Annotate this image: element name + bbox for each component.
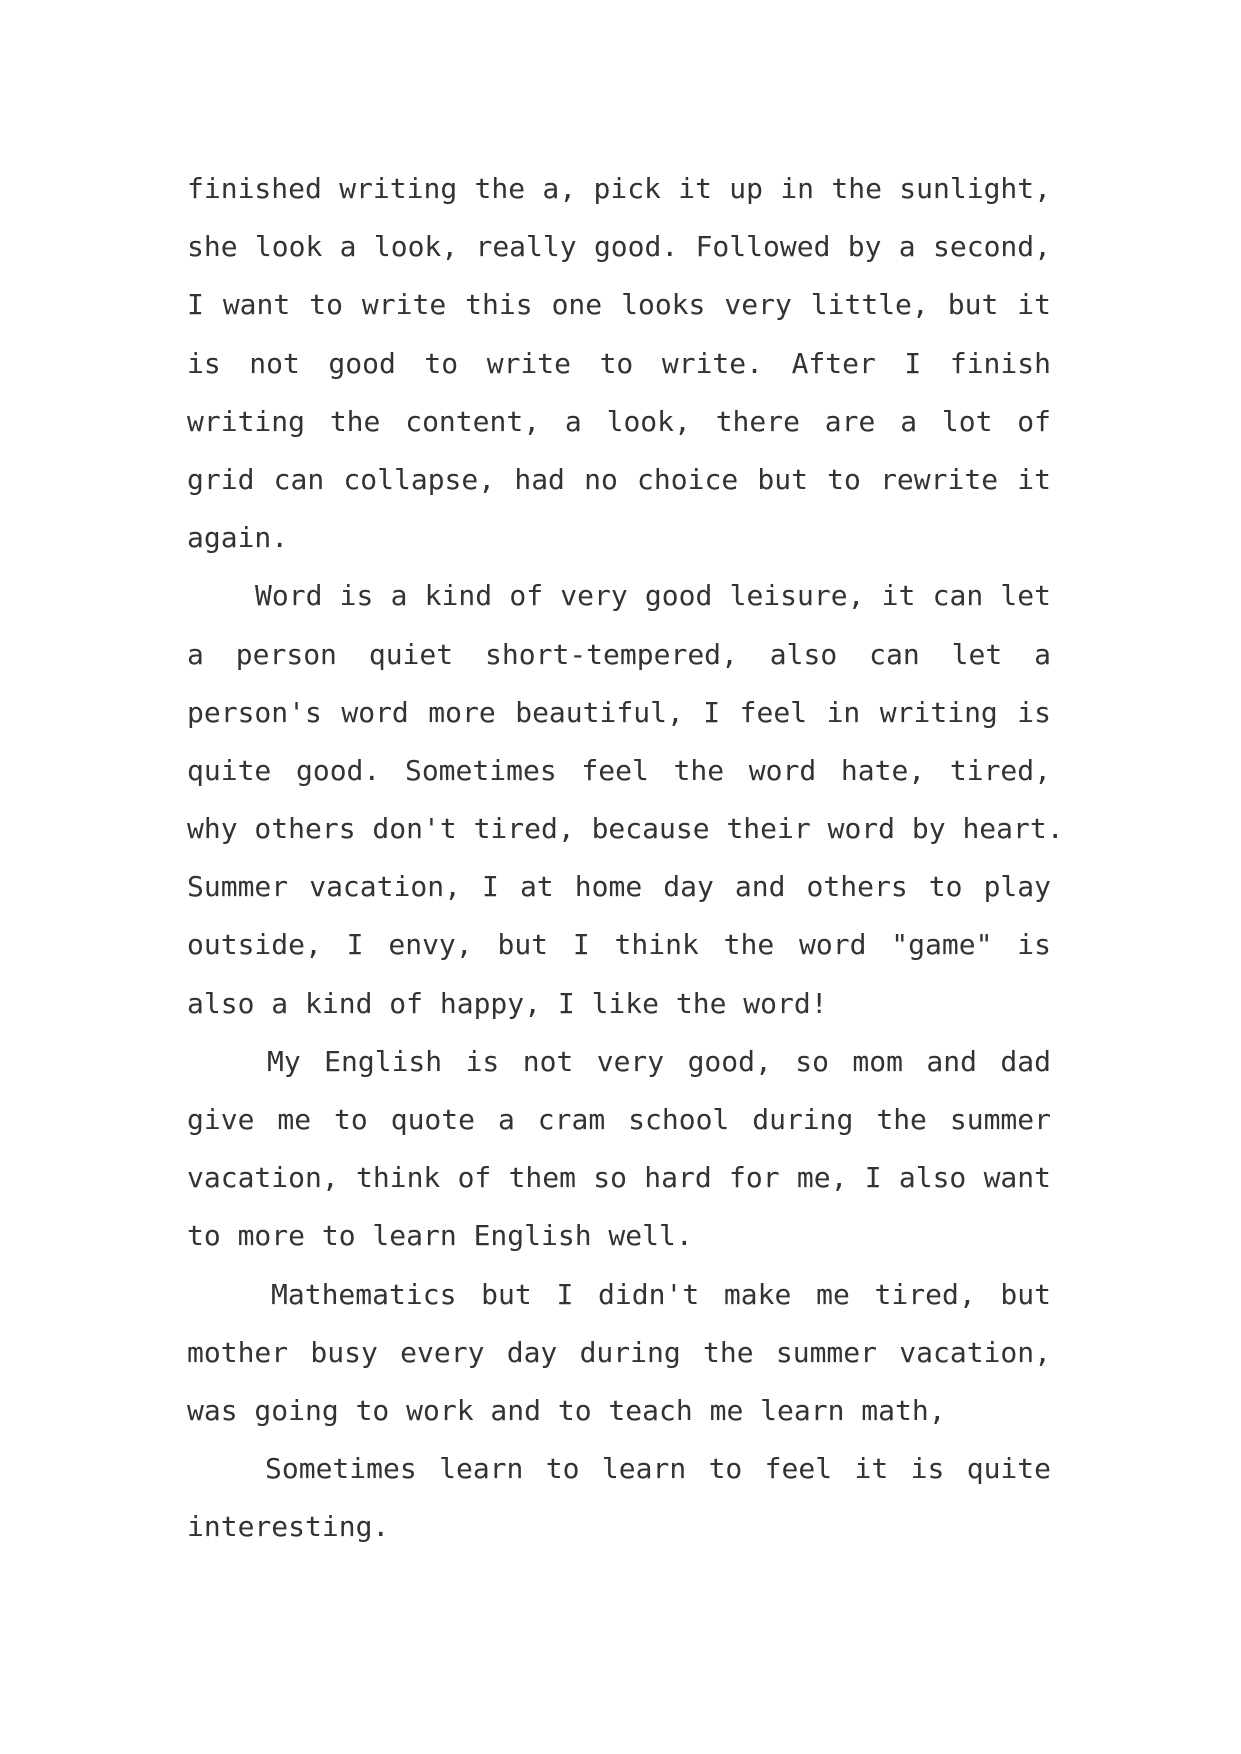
paragraph-5-line-1: Sometimes learn to learn to feel it is quite <box>265 1452 1051 1486</box>
paragraph-2-line-1: Word is a kind of very good leisure, it can let <box>255 579 1051 613</box>
paragraph-3-line-1: My English is not very good, so mom and dad <box>267 1044 1051 1078</box>
paragraph-2-line-3: person's word more beautiful, I feel in writing is <box>187 695 1051 729</box>
paragraph-2-line-7: outside, I envy, but I think the word "game" is <box>187 928 1051 962</box>
paragraph-1-line-6: grid can collapse, had no choice but to rewrite it <box>187 462 1051 496</box>
paragraph-5-line-2: interesting. <box>187 1510 390 1544</box>
paragraph-1-line-2: she look a look, really good. Followed by a second, <box>187 230 1051 264</box>
paragraph-1-line-5: writing the content, a look, there are a lot of <box>187 404 1051 438</box>
paragraph-4-line-2: mother busy every day during the summer vacation, <box>187 1335 1051 1369</box>
paragraph-1-line-4: is not good to write to write. After I finish <box>187 346 1051 380</box>
paragraph-2-line-5: why others don't tired, because their word by heart. <box>187 812 1064 846</box>
document-body <box>187 160 1064 1557</box>
paragraph-2-line-6: Summer vacation, I at home day and others to play <box>187 870 1051 904</box>
paragraph-1-line-7: again. <box>187 521 289 555</box>
paragraph-3-line-4: to more to learn English well. <box>187 1219 693 1253</box>
paragraph-2-line-8: also a kind of happy, I like the word! <box>187 986 828 1020</box>
paragraph-3-line-3: vacation, think of them so hard for me, I also want <box>187 1161 1051 1195</box>
paragraph-2-line-4: quite good. Sometimes feel the word hate, tired, <box>187 753 1051 787</box>
paragraph-2-line-2: a person quiet short-tempered, also can let a <box>187 637 1051 671</box>
paragraph-1-line-3: I want to write this one looks very little, but it <box>187 288 1051 322</box>
paragraph-4-line-1: Mathematics but I didn't make me tired, but <box>271 1277 1051 1311</box>
paragraph-4-line-3: was going to work and to teach me learn math, <box>187 1393 946 1427</box>
paragraph-3-line-2: give me to quote a cram school during the summer <box>187 1103 1051 1136</box>
paragraph-1-line-1: finished writing the a, pick it up in the sunlight, <box>187 172 1051 205</box>
